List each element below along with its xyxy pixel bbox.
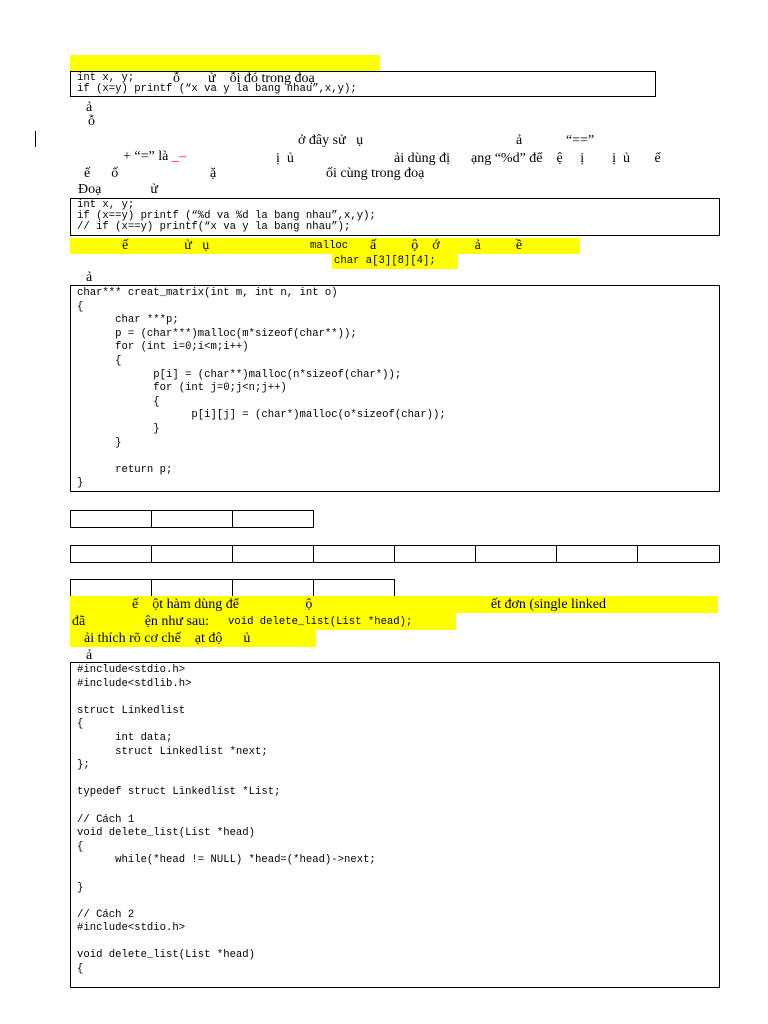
q1-explain-line1-a: + “=” là _– xyxy=(123,149,186,164)
table3-cell xyxy=(151,579,233,597)
table2-cell xyxy=(151,545,233,563)
q3-heading-line2: đã ện như sau: void delete_list(List *head); xyxy=(70,613,456,630)
table2-cell xyxy=(232,545,314,563)
q1-explain-line3-a: ế ố xyxy=(84,166,119,181)
text-cursor xyxy=(35,131,36,147)
q3-heading-line3: ải thích rõ cơ chế ạt độ ủ xyxy=(70,630,316,647)
q1-answer-sub: ỗ xyxy=(88,114,95,129)
table2-cell xyxy=(637,545,720,563)
q1-code: int x, y; if (x=y) printf (“x va y la bang nhau”,x,y); xyxy=(77,72,357,96)
q1-explain-line2-b: ải dùng đị ạng “%d” để ệ ị ị ủ ể xyxy=(394,151,661,166)
table2-cell xyxy=(313,545,395,563)
q3-heading-line1: ế ột hàm dùng để ộ ết đơn (single linked xyxy=(70,596,718,613)
table2-cell xyxy=(475,545,557,563)
q2-code: char*** creat_matrix(int m, int n, int o) { char ***p; p = (char***)malloc(m*sizeof(char**)); for (int i=0;i<m;i++) { p[i] = (char**)malloc(n*sizeof(char*)); for (int j=0;j<n;j++) { p[i][j] = (char*)malloc(o*sizeof(char)); } } return p; } xyxy=(77,287,446,490)
q1-explain-line3-c: ối cùng trong đoạ xyxy=(326,166,425,181)
table1-cell xyxy=(232,510,314,528)
q3-code: #include<stdio.h> #include<stdlib.h> struct Linkedlist { int data; struct Linkedlist *next; }; typedef struct Linkedlist *List; // Cách 1 void delete_list(List *head) { while(*head != NULL) *head=(*head)->next; } // Cách 2 #include<stdio.h> void delete_list(List *head) { xyxy=(77,664,376,976)
q1-explain-line2-a: ị ủ xyxy=(276,151,294,166)
q3-code-box xyxy=(70,662,720,988)
table3-cell xyxy=(232,579,314,597)
q1-explain-line1-c: ả xyxy=(516,133,523,148)
table1-cell xyxy=(70,510,152,528)
q2-answer-label: ả xyxy=(86,270,93,285)
q1-explain-line1-d: “==” xyxy=(566,133,595,148)
table3-cell xyxy=(313,579,395,597)
q2-heading-array: char a[3][8][4]; xyxy=(332,254,458,269)
q1-fixed-label: Đoạ ử xyxy=(78,182,158,197)
q3-answer-label: ả xyxy=(86,648,93,663)
q2-code-box xyxy=(70,285,720,492)
table2-cell xyxy=(394,545,476,563)
q1-answer-label: ả xyxy=(86,100,93,115)
q2-heading: ế ử ụ malloc ấ ộ ớ ả ề xyxy=(70,238,580,254)
q1-heading: ỗ ử ỗi đó trong đoạ xyxy=(70,55,380,71)
red-marker: _– xyxy=(168,149,186,164)
q1-explain-line1-b: ở đây sử ụ xyxy=(298,133,364,148)
q1-fixed-code: int x, y; if (x==y) printf (“%d va %d la bang nhau”,x,y); // if (x==y) printf(“x va y la bang nhau”); xyxy=(77,199,376,234)
q1-explain-line3-b: ặ xyxy=(210,166,217,181)
table2-cell xyxy=(556,545,638,563)
q1-fixed-code-box xyxy=(70,198,720,236)
q1-code-box xyxy=(70,71,656,97)
table3-cell xyxy=(70,579,152,597)
table2-cell xyxy=(70,545,152,563)
table1-cell xyxy=(151,510,233,528)
